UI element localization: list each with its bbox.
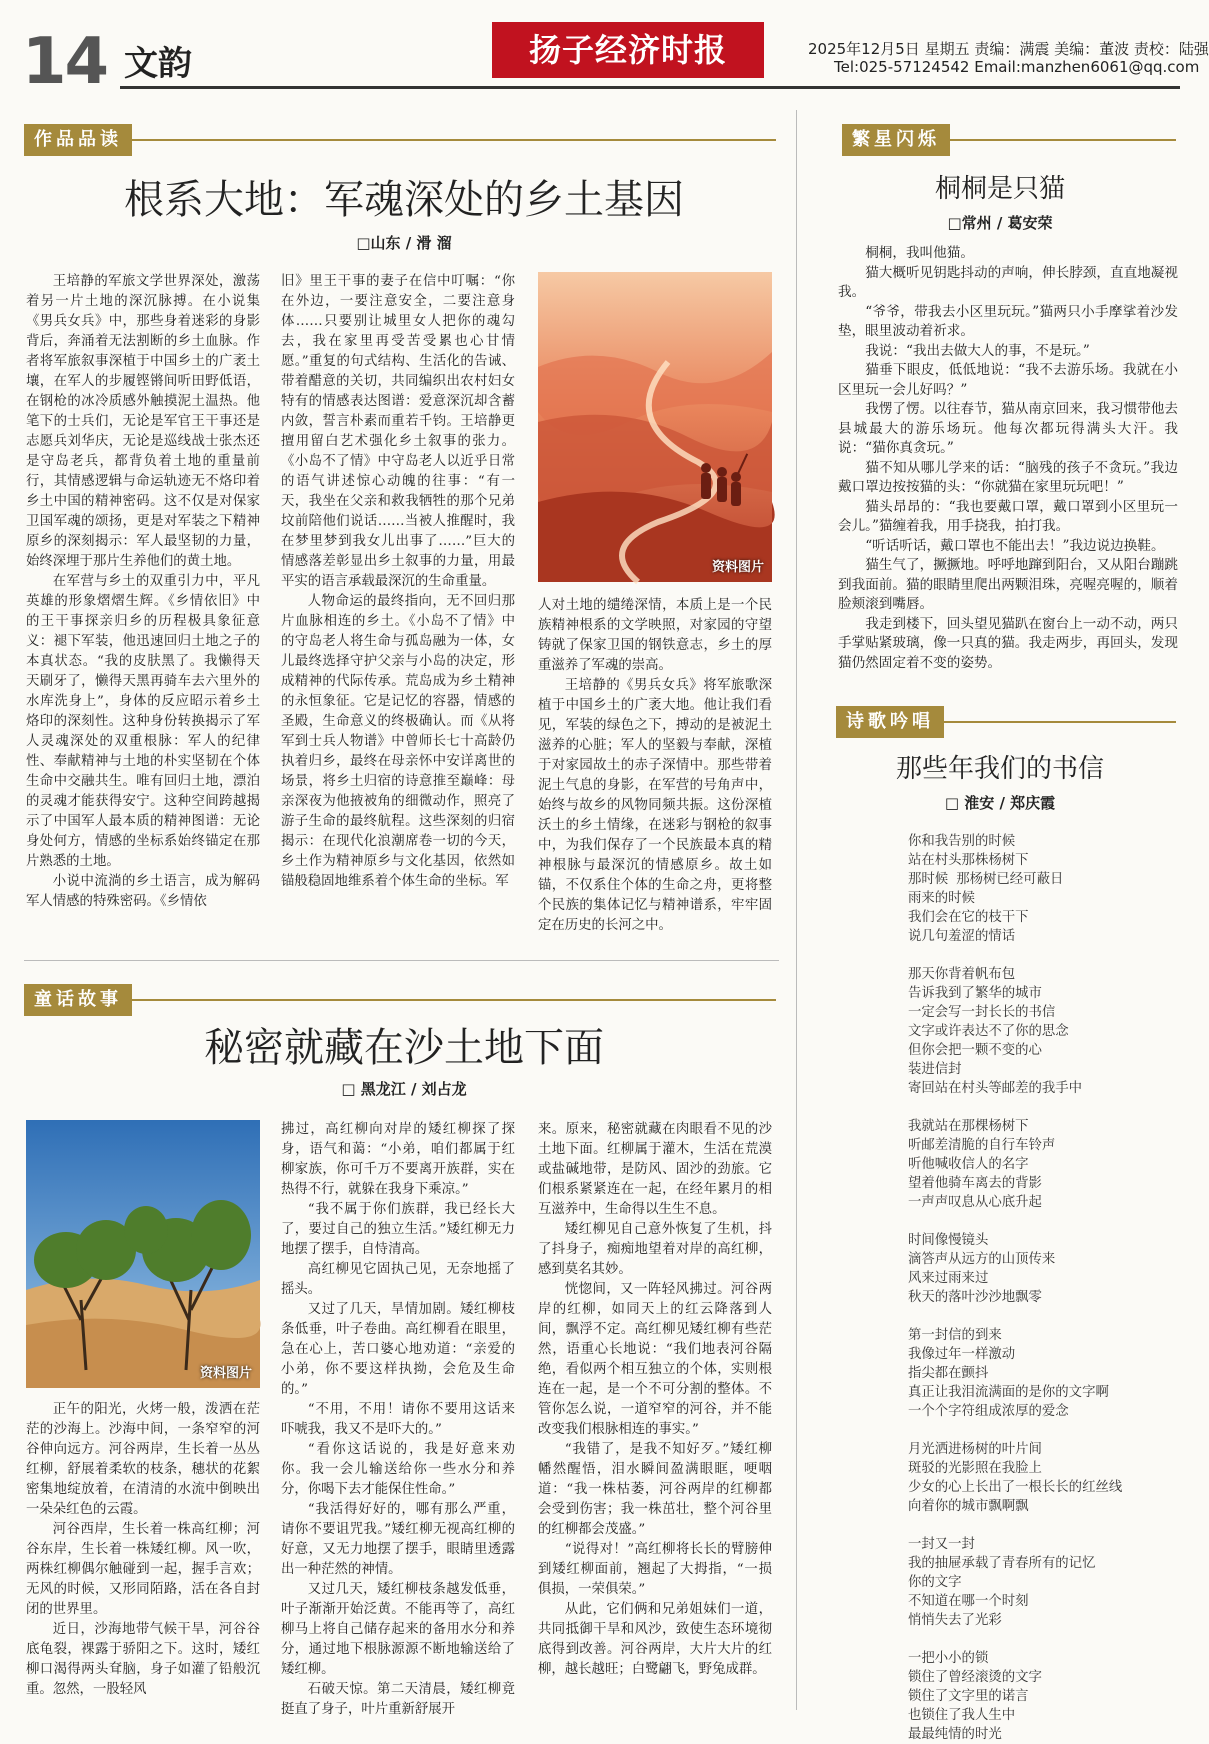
paragraph: “爷爷，带我去小区里玩玩。”猫两只小手摩挲着沙发垫，眼里波动着祈求。 [838, 303, 1178, 339]
article4-byline: □ 淮安 / 郑庆霞 [944, 794, 1056, 812]
column-tag-rule [126, 999, 776, 1001]
article1-col2 [281, 272, 515, 944]
paragraph: “不用，不用！请你不要用这话来吓唬我，我又不是吓大的。” [281, 1402, 515, 1437]
paragraph: 高红柳见它固执己见，无奈地摇了摇头。 [281, 1262, 515, 1297]
poem-line: 你的文字 [908, 1575, 962, 1590]
paragraph: 我走到楼下，回头望见猫趴在窗台上一动不动，两只手掌贴紧玻璃，像一只真的猫。我走两步，再回头，发现猫仍然固定着不变的姿势。 [838, 615, 1178, 671]
poem-line: 说几句羞涩的情话 [908, 929, 1016, 944]
poem-line: 那天你背着帆布包 [908, 967, 1016, 982]
poem-line: 月光洒进杨树的叶片间 [908, 1442, 1042, 1457]
poem-line: 斑驳的光影照在我脸上 [908, 1461, 1042, 1476]
paragraph: 矮红柳见自己意外恢复了生机，抖了抖身子，痴痴地望着对岸的高红柳，感到莫名其妙。 [538, 1222, 772, 1277]
article2-byline: □ 黑龙江 / 刘占龙 [341, 1080, 467, 1098]
article3-title: 桐桐是只猫 [934, 174, 1065, 204]
paragraph: 王培静的军旅文学世界深处，激荡着另一片土地的深沉脉搏。在小说集《男兵女兵》中，那些身着迷彩的身影背后，奔涌着无法割断的乡土血脉。作者将军旅叙事深植于中国乡土的广袤土壤，在军人的步履铿锵间听田野低语，在钢枪的冰冷质感外触摸泥土温热。他笔下的士兵们，无论是军官王干事还是志愿兵刘华庆，无论是巡线战士张杰还是守岛老兵，都背负着土地的重量前行，其情感逻辑与命运轨迹无不烙印着乡土中国的精神密码。这不仅是对保家卫国军魂的颂扬，更是对军装之下精神原乡的深刻揭示：军人最坚韧的力量，始终深埋于那片生养他们的黄土地。 [26, 274, 260, 569]
paragraph: 在军营与乡土的双重引力中，平凡英雄的形象熠熠生辉。《乡情依旧》中的王干事探亲归乡的历程极具象征意义：褪下军装，他迅速回归土地之子的本真状态。“我的皮肤黑了。我懒得天天刷牙了，懒得天黑再骑车去六里外的水库洗身上”，身体的反应昭示着乡土烙印的深刻性。这种身份转换揭示了军人灵魂深处的双重根脉：军人的纪律性、奉献精神与土地的朴实坚韧在个体生命中交融共生。唯有回归土地，漂泊的灵魂才能获得安宁。这种空间跨越揭示了中国军人最本质的精神图谱：无论身处何方，情感的坐标系始终锚定在那片熟悉的土地。 [26, 574, 260, 869]
paragraph: “说得对！”高红柳将长长的臂膀伸到矮红柳面前，翘起了大拇指，“一损俱损，一荣俱荣。” [538, 1542, 772, 1597]
paragraph: 猫头昂昂的：“我也要戴口罩，戴口罩到小区里玩一会儿。”猫缠着我，用手挠我，拍打我。 [838, 498, 1178, 534]
column-tag-rule [944, 139, 1176, 141]
paragraph: “听话听话，戴口罩也不能出去！”我边说边换鞋。 [865, 537, 1165, 554]
poem-stanza [908, 965, 1178, 1098]
article2-col2 [281, 1120, 515, 1717]
column-tag-poetry: 诗歌吟唱 [836, 706, 944, 738]
poem-line: 向着你的城市飘啊飘 [908, 1499, 1029, 1514]
desert-tamarisk-photo [26, 1120, 260, 1388]
poem-line: 雨来的时候 [908, 891, 975, 906]
poem-line: 我就站在那棵杨树下 [908, 1119, 1029, 1134]
paragraph: 又过几天，矮红柳枝条越发低垂，叶子渐渐开始泛黄。不能再等了，高红柳马上将自己储存起来的备用水分和养分，通过地下根脉源源不断地输送给了矮红柳。 [281, 1582, 515, 1677]
header-rule [120, 86, 1180, 89]
paragraph: 恍惚间，又一阵轻风拂过。河谷两岸的红柳，如同天上的红云降落到人间，飘浮不定。高红柳见矮红柳有些茫然，语重心长地说：“我们地表河谷隔绝，看似两个相互独立的个体，实则根连在一起，是一个不可分割的整体。不管你怎么说，一道窄窄的河谷，并不能改变我们根脉相连的事实。” [538, 1282, 772, 1437]
date-line: 2025年12月5日 星期五 责编：满震 美编：董波 责校：陆强 [808, 40, 1209, 58]
poem-line: 指尖都在颤抖 [908, 1366, 989, 1381]
column-tag-stars: 繁星闪烁 [842, 124, 950, 156]
paragraph: 正午的阳光，火烤一般，泼洒在茫茫的沙海上。沙海中间，一条窄窄的河谷伸向远方。河谷两岸，生长着一丛丛红柳，舒展着柔软的枝条，穗状的花絮密集地绽放着，在清清的水流中倒映出一朵朵红色的云霞。 [26, 1402, 260, 1517]
paragraph: 猫垂下眼皮，低低地说：“我不去游乐场。我就在小区里玩一会儿好吗？” [838, 362, 1178, 398]
poem-line: 那时候 那杨树已经可蔽日 [908, 872, 1064, 887]
paragraph: 猫不知从哪儿学来的话：“脑残的孩子不贪玩。”我边戴口罩边按按猫的头：“你就猫在家里玩玩吧！” [838, 459, 1178, 495]
column-tag-works-review: 作品品读 [24, 124, 132, 156]
poem-line: 秋天的落叶沙沙地飘零 [908, 1290, 1042, 1305]
poem-line: 你和我告别的时候 [908, 834, 1016, 849]
paragraph: 猫生气了，撅撅地。呼呼地蹿到阳台，又从阳台蹦跳到我面前。猫的眼睛里爬出两颗泪珠，亮喔亮喔的，顺着脸颊滚到嘴唇。 [838, 557, 1178, 612]
paragraph: 来。原来，秘密就藏在肉眼看不见的沙土地下面。红柳属于灌木，生活在荒漠或盐碱地带，是防风、固沙的劲旅。它们根系紧紧连在一起，在经年累月的相互滋养中，生命得以生生不息。 [538, 1122, 772, 1217]
poem-line: 第一封信的到来 [908, 1328, 1002, 1343]
paragraph: 又过了几天，旱情加剧。矮红柳枝条低垂，叶子卷曲。高红柳看在眼里，急在心上，苦口婆心地劝道：“亲爱的小弟，你不要这样执拗，会危及生命的。” [281, 1302, 515, 1397]
poem-line: 也锁住了我人生中 [908, 1708, 1016, 1723]
poem-line: 告诉我到了繁华的城市 [908, 986, 1042, 1001]
poem-line: 但你会把一颗不变的心 [908, 1043, 1042, 1058]
article1-col3 [538, 596, 772, 946]
poem-line: 我们会在它的枝干下 [908, 910, 1029, 925]
poem-line: 我的抽屉承载了青春所有的记忆 [908, 1556, 1096, 1571]
poem-line: 一封又一封 [908, 1537, 975, 1552]
image-caption: 资料图片 [711, 560, 764, 575]
paragraph: 近日，沙海地带气候干旱，河谷谷底龟裂，裸露于骄阳之下。这时，矮红柳口渴得两头耷脑，身子如灌了铅般沉重。忽然，一股轻风 [26, 1622, 260, 1697]
poem-line: 滴答声从远方的山顶传来 [908, 1252, 1056, 1267]
paragraph: “看你这话说的，我是好意来劝你。我一会儿输送给你一些水分和养分，你喝下去才能保住性命。” [281, 1442, 515, 1497]
article2-col1 [26, 1400, 260, 1710]
poem-stanza [908, 832, 1178, 946]
article4-poem [908, 832, 1178, 1742]
paragraph: 猫大概听见钥匙抖动的声响，伸长脖颈，直直地凝视我。 [838, 264, 1178, 300]
poem-line: 一定会写一封长长的书信 [908, 1005, 1056, 1020]
article4-title: 那些年我们的书信 [895, 754, 1104, 784]
poem-line: 一声声叹息从心底升起 [908, 1195, 1042, 1210]
column-tag-fairy-tale: 童话故事 [24, 984, 132, 1016]
desert-soldiers-illustration [538, 272, 772, 582]
article2-col3 [538, 1120, 772, 1710]
paragraph: “我活得好好的，哪有那么严重，请你不要诅咒我。”矮红柳无视高红柳的好意，又无力地摆了摆手，眼睛里透露出一种茫然的神情。 [281, 1502, 515, 1577]
poem-line: 寄回站在村头等邮差的我手中 [908, 1081, 1083, 1096]
paragraph: 王培静的《男兵女兵》将军旅歌深植于中国乡土的广袤大地。他让我们看见，军装的绿色之下，搏动的是被泥土滋养的心脏；军人的坚毅与奉献，深植于对家园故土的赤子深情中。那些带着泥土气息的身影，在军营的号角声中，始终与故乡的风物同频共振。这份深植沃土的乡土情缘，在迷彩与钢枪的叙事中，为我们保存了一个民族最本真的精神根脉与最深沉的情感原乡。故土如锚，不仅系住个体的生命之舟，更将整个民族的集体记忆与精神谱系，牢牢固定在历史的长河之中。 [538, 678, 772, 933]
section-title: 文韵 [124, 44, 192, 84]
poem-line: 望着他骑车离去的背影 [908, 1176, 1042, 1191]
poem-line: 锁住了曾经滚烫的文字 [908, 1670, 1042, 1685]
article3-body [838, 244, 1178, 674]
article1-title: 根系大地：军魂深处的乡土基因 [124, 177, 684, 223]
column-tag-rule [126, 139, 776, 141]
poem-line: 最最纯情的时光 [908, 1727, 1002, 1742]
poem-line: 锁住了文字里的诺言 [908, 1689, 1029, 1704]
poem-line: 一把小小的锁 [908, 1651, 989, 1666]
poem-stanza [908, 1440, 1178, 1516]
paragraph: 桐桐，我叫他猫。 [865, 245, 974, 261]
poem-line: 听邮差清脆的自行车铃声 [908, 1138, 1056, 1153]
poem-stanza [908, 1117, 1178, 1212]
newspaper-logo: 扬子经济时报 [492, 22, 764, 78]
paragraph: 人对土地的缱绻深情，本质上是一个民族精神根系的文学映照，对家园的守望铸就了保家卫国的钢铁意志，乡土的厚重滋养了军魂的崇高。 [538, 598, 772, 673]
image-caption: 资料图片 [199, 1366, 252, 1381]
section-divider [24, 960, 779, 961]
paragraph: “我错了，是我不知好歹。”矮红柳幡然醒悟，泪水瞬间盈满眼眶，哽咽道：“我一株枯萎，河谷两岸的红柳都会受到伤害；我一株茁壮，整个河谷里的红柳都会茂盛。” [538, 1442, 772, 1537]
paragraph: 旧》里王干事的妻子在信中叮嘱：“你在外边，一要注意安全，二要注意身体……只要别让城里女人把你的魂勾去，我在家里再受苦受累也心甘情愿。”重复的句式结构、生活化的告诫、带着醋意的关切，共同编织出农村妇女特有的情感表达图谱：爱意深沉却含蓄内敛，誓言朴素而重若千钧。王培静更擅用留白艺术强化乡土叙事的张力。《小岛不了情》中守岛老人以近乎日常的语气讲述惊心动魄的往事：“有一天，我坐在父亲和救我牺牲的那个兄弟坟前陪他们说话……当被人推醒时，我在梦里梦到我女儿出事了……”巨大的情感落差彰显出乡土叙事的力量，用最平实的语言承载最深沉的生命重量。 [281, 274, 515, 589]
poem-line: 时间像慢镜头 [908, 1233, 989, 1248]
column-tag-rule [938, 721, 1176, 723]
article1-image [538, 272, 772, 582]
poem-line: 悄悄失去了光彩 [908, 1613, 1002, 1628]
paragraph: 河谷西岸，生长着一株高红柳；河谷东岸，生长着一株矮红柳。风一吹，两株红柳偶尔触碰到一起，握手言欢；无风的时候，又形同陌路，活在各自封闭的世界里。 [26, 1522, 260, 1617]
paragraph: 小说中流淌的乡土语言，成为解码军人情感的特殊密码。《乡情依 [26, 874, 260, 909]
poem-line: 少女的心上长出了一根长长的红丝线 [908, 1480, 1123, 1495]
poem-line: 不知道在哪一个时刻 [908, 1594, 1029, 1609]
paragraph: 拂过，高红柳向对岸的矮红柳探了探身，语气和蔼：“小弟，咱们都属于红柳家族，你可千万不要离开族群，实在热得不行，就躲在我身下乘凉。” [281, 1122, 515, 1197]
poem-stanza [908, 1535, 1178, 1630]
article2-title: 秘密就藏在沙土地下面 [204, 1025, 604, 1071]
paragraph: 人物命运的最终指向，无不回归那片血脉相连的乡土。《小岛不了情》中的守岛老人将生命与孤岛融为一体，女儿最终选择守护父亲与小岛的决定，形成精神的代际传承。荒岛成为乡土精神的永恒象征。它是记忆的容器，情感的圣殿，生命意义的终极确认。而《从将军到士兵人物谱》中曾师长七十高龄仍执着归乡，最终在母亲怀中安详离世的场景，将乡土归宿的诗意推至巅峰：母亲深夜为他掖被角的细微动作，照亮了游子生命的最终航程。这些深刻的归宿揭示：在现代化浪潮席卷一切的今天，乡土作为精神原乡与文化基因，依然如锚般稳固地维系着个体生命的坐标。军 [281, 594, 515, 889]
paragraph: 我愣了愣。以往春节，猫从南京回来，我习惯带他去县城最大的游乐场玩。他每次都玩得满头大汗。我说：“猫你真贪玩。” [838, 401, 1178, 456]
poem-line: 一个个字符组成浓厚的爱念 [908, 1404, 1069, 1419]
poem-line: 我像过年一样激动 [908, 1347, 1016, 1362]
article1-col1 [26, 272, 260, 944]
column-separator [796, 110, 797, 1710]
paragraph: 从此，它们俩和兄弟姐妹们一道，共同抵御干旱和风沙，致使生态环境彻底得到改善。河谷两岸，大片大片的红柳，越长越旺；白鹭翩飞，野兔成群。 [538, 1602, 772, 1677]
poem-line: 听他喊收信人的名字 [908, 1157, 1029, 1172]
paragraph: “我不属于你们族群，我已经长大了，要过自己的独立生活。”矮红柳无力地摆了摆手，自恃清高。 [281, 1202, 515, 1257]
page-number: 14 [22, 25, 108, 99]
poem-line: 文字或许表达不了你的思念 [908, 1024, 1069, 1039]
poem-line: 真正让我泪流满面的是你的文字啊 [908, 1385, 1109, 1400]
poem-stanza [908, 1326, 1178, 1421]
article3-byline: □常州 / 葛安荣 [947, 214, 1053, 232]
poem-line: 装进信封 [908, 1062, 962, 1077]
contact-line: Tel:025-57124542 Email:manzhen6061@qq.com [834, 58, 1200, 76]
poem-stanza [908, 1649, 1178, 1744]
paragraph: 石破天惊。第二天清晨，矮红柳竟挺直了身子，叶片重新舒展开 [281, 1682, 515, 1717]
poem-line: 风来过雨来过 [908, 1271, 989, 1286]
paragraph: 我说：“我出去做大人的事，不是玩。” [865, 342, 1090, 359]
article1-byline: □山东 / 滑 溜 [356, 234, 452, 252]
poem-line: 站在村头那株杨树下 [908, 853, 1029, 868]
poem-stanza [908, 1231, 1178, 1307]
article2-image [26, 1120, 260, 1388]
